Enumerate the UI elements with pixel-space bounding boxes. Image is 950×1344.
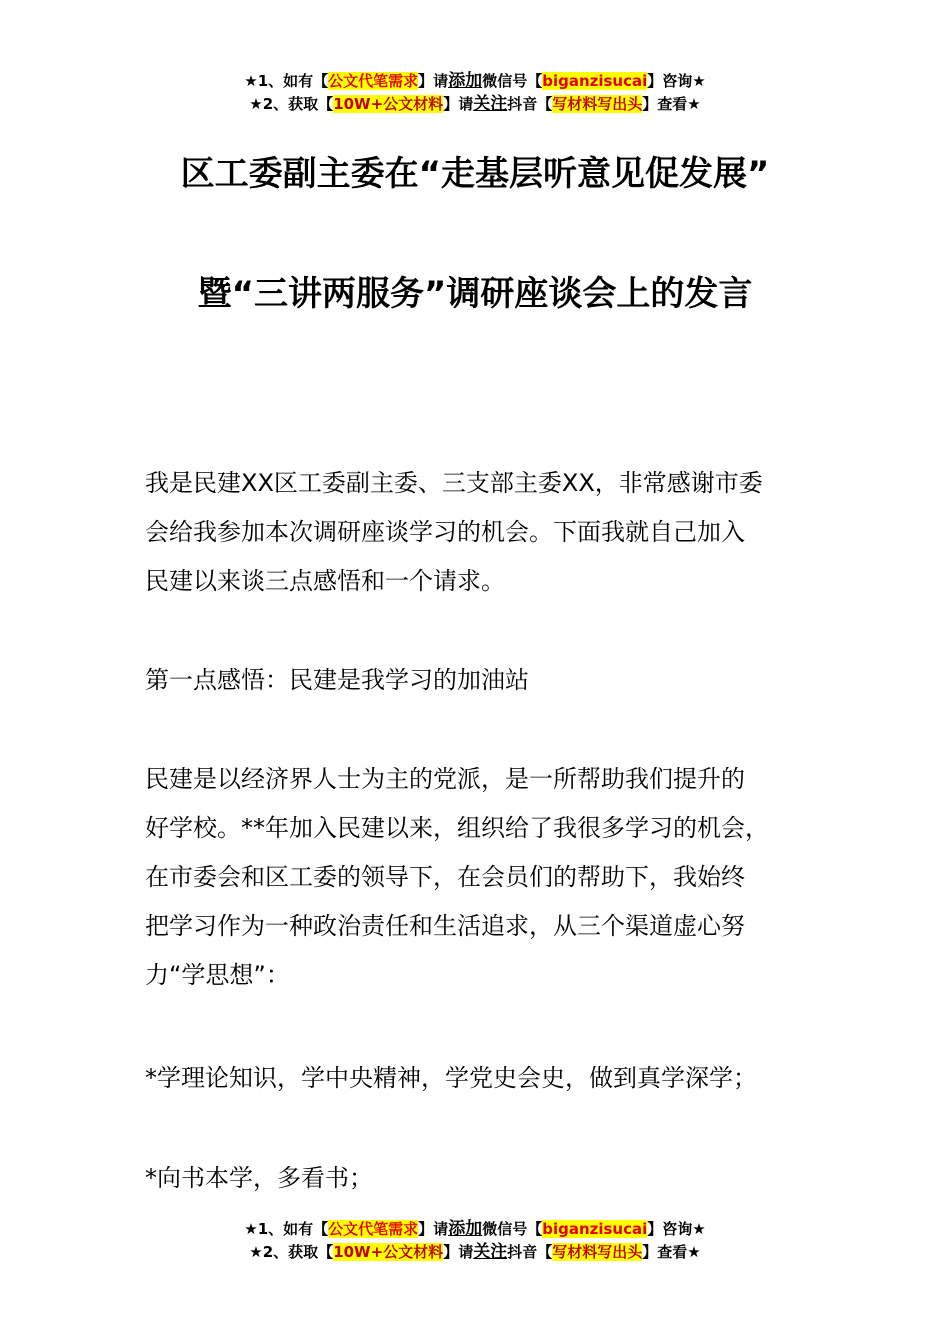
promo-text: ★2、获取【	[249, 95, 334, 113]
promo-line-1	[0, 1218, 950, 1241]
promo-text: 微信号【	[482, 72, 543, 90]
promo-text: 】请	[443, 95, 474, 113]
promo-line-2	[0, 1241, 950, 1264]
text-line: 好学校。**年加入民建以来，组织给了我很多学习的机会，	[145, 814, 769, 842]
promo-emphasis: 添加	[448, 1219, 483, 1239]
text-line: 在市委会和区工委的领导下，在会员们的帮助下，我始终	[145, 863, 745, 891]
text-line: 我是民建XX区工委副主委、三支部主委XX，非常感谢市委	[145, 469, 763, 497]
doc-title-line-2: 暨“三讲两服务”调研座谈会上的发言	[197, 274, 753, 314]
bullet-item-theory: *学理论知识，学中央精神，学党史会史，做到真学深学；	[145, 1064, 757, 1092]
promo-highlight: 公文代笔需求	[328, 1220, 419, 1238]
promo-line-2	[0, 93, 950, 116]
text-line: 力“学思想”：	[145, 961, 290, 989]
text-line: 把学习作为一种政治责任和生活追求，从三个渠道虚心努	[145, 912, 745, 940]
text-line: 会给我参加本次调研座谈学习的机会。下面我就自己加入	[145, 518, 745, 546]
promo-emphasis: 关注	[473, 94, 508, 114]
promo-text: ★2、获取【	[249, 1243, 334, 1261]
promo-banner-bottom	[0, 1218, 950, 1264]
section-heading-1: 第一点感悟：民建是我学习的加油站	[145, 666, 529, 694]
promo-douyin-id: 写材料写出头	[552, 95, 643, 113]
promo-highlight: 公文代笔需求	[328, 72, 419, 90]
promo-text: ★1、如有【	[244, 72, 329, 90]
promo-text: 抖音【	[507, 1243, 553, 1261]
promo-banner-top	[0, 70, 950, 116]
promo-text: 】咨询★	[647, 72, 706, 90]
promo-text: 】查看★	[642, 1243, 701, 1261]
paragraph-intro	[145, 459, 835, 606]
promo-text: 】查看★	[642, 95, 701, 113]
promo-wechat-id: biganzisucai	[542, 1220, 648, 1238]
bullet-item-books: *向书本学，多看书；	[145, 1164, 373, 1192]
promo-emphasis: 添加	[448, 71, 483, 91]
doc-title-line-1: 区工委副主委在“走基层听意见促发展”	[180, 154, 770, 194]
promo-text: 抖音【	[507, 95, 553, 113]
promo-wechat-id: biganzisucai	[542, 72, 648, 90]
promo-line-1	[0, 70, 950, 93]
promo-highlight: 10W+公文材料	[333, 1243, 444, 1261]
text-line: 民建以来谈三点感悟和一个请求。	[145, 567, 505, 595]
promo-text: 】请	[418, 1220, 449, 1238]
promo-text: 】请	[443, 1243, 474, 1261]
paragraph-learning	[145, 755, 835, 1000]
promo-highlight: 10W+公文材料	[333, 95, 444, 113]
promo-text: 微信号【	[482, 1220, 543, 1238]
promo-emphasis: 关注	[473, 1242, 508, 1262]
promo-douyin-id: 写材料写出头	[552, 1243, 643, 1261]
promo-text: 】咨询★	[647, 1220, 706, 1238]
text-line: 民建是以经济界人士为主的党派，是一所帮助我们提升的	[145, 765, 745, 793]
promo-text: 】请	[418, 72, 449, 90]
promo-text: ★1、如有【	[244, 1220, 329, 1238]
